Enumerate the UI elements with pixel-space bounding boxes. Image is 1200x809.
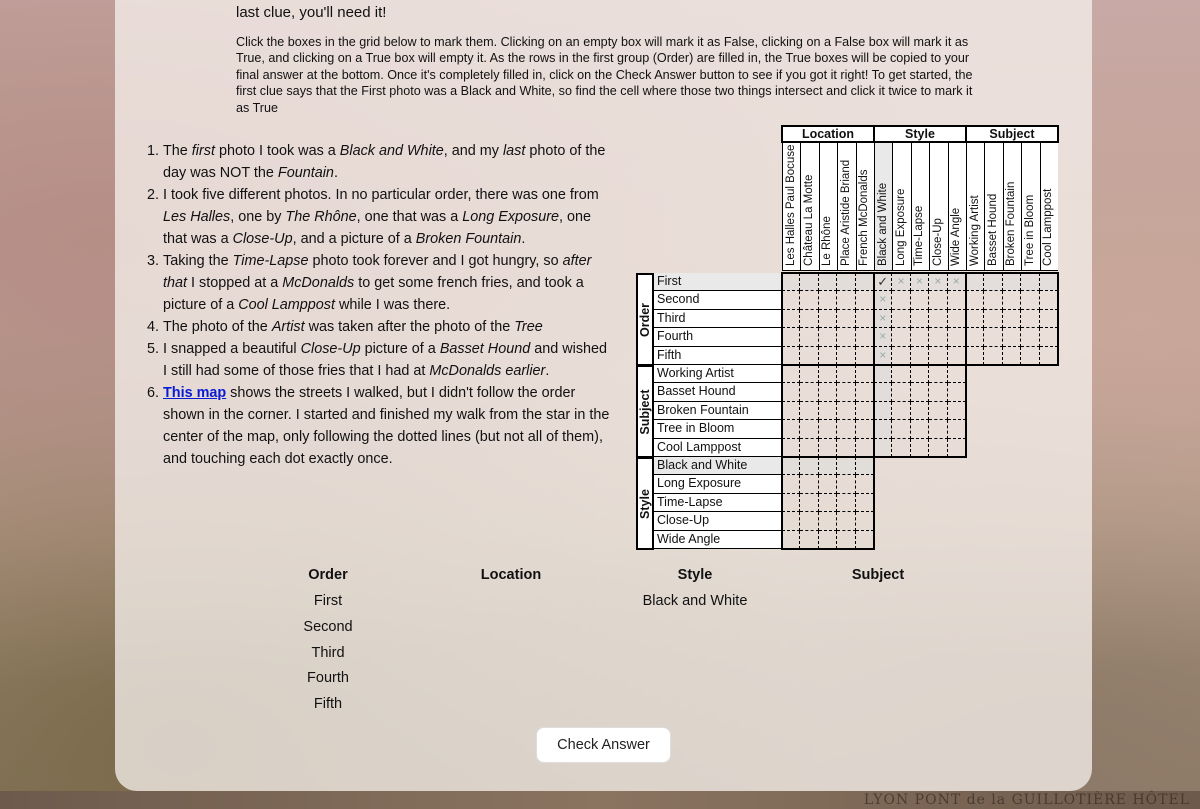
column-label: Close-Up [931,218,944,266]
clue-item [163,338,611,382]
column-label: French McDonalds [858,169,871,266]
clue-text: , one that was a [356,209,463,225]
clue-item [163,140,611,184]
column-header [856,143,874,271]
grid-cell[interactable]: × [911,273,929,291]
column-label: Le Rhône [821,216,834,266]
clue-text: , and a picture of a [292,231,416,247]
grid-cell[interactable]: × [874,347,892,365]
clue-text: Taking the [163,253,233,269]
row-header: Working Artist [654,365,782,383]
clue-text: to get some french fries, and took a picture of a [163,275,584,313]
clue-text: after that [163,253,592,291]
clue-list [141,140,611,470]
column-label: Les Halles Paul Bocuse [784,144,797,266]
check-answer-button[interactable]: Check Answer [536,727,671,763]
row-group-header [636,365,654,458]
column-header [966,143,984,271]
column-group-header: Subject [965,125,1059,143]
row-header: Black and White [654,457,782,475]
column-header [874,143,892,271]
answer-column-header: Order [308,567,348,583]
grid-cell[interactable]: ✓ [874,273,892,291]
row-header: Fourth [654,328,782,346]
clue-text: while I was there. [335,297,451,313]
column-label: Place Aristide Briand [839,159,852,266]
clue-text: photo of the day was NOT the [163,143,606,181]
column-header [984,143,1002,271]
clue-text: was taken after the photo of the [304,319,515,335]
postcard-caption-strip [0,791,1200,809]
column-header [1021,143,1039,271]
row-header: Wide Angle [654,531,782,549]
clue-item [163,316,611,338]
column-header [800,143,818,271]
answer-cell: Third [311,644,345,661]
clue-text: Close-Up [300,341,361,357]
clue-text: . [521,231,526,247]
row-group-label: Subject [638,388,652,435]
column-label: Basset Hound [987,193,1000,266]
map-link[interactable]: This map [163,385,227,401]
row-group-header [636,273,654,366]
clue-text: The Rhône [285,209,357,225]
clue-text: Long Exposure [462,209,560,225]
answer-column-header: Style [677,567,713,583]
row-header: Tree in Bloom [654,420,782,438]
answer-cell: Second [303,618,353,635]
grid-cell[interactable]: × [874,291,892,309]
clue-text: , and my [443,143,503,159]
column-header [837,143,855,271]
clue-text: Time-Lapse [232,253,309,269]
grid-cell[interactable]: × [929,273,947,291]
row-header: First [654,273,782,291]
column-header [911,143,929,271]
clue-text: Artist [271,319,305,335]
grid-block [781,456,875,550]
grid-block [873,272,967,366]
column-header [1003,143,1021,271]
answer-column-header: Subject [851,567,905,583]
row-header: Time-Lapse [654,494,782,512]
clue-text: first [191,143,215,159]
row-group-label: Order [638,302,652,337]
grid-block [781,272,875,366]
column-label: Black and White [876,182,889,266]
clue-text: The photo of the [163,319,272,335]
row-header: Broken Fountain [654,402,782,420]
row-group-header [636,457,654,550]
column-label: Broken Fountain [1005,181,1018,266]
clue-item [163,382,611,470]
column-header [929,143,947,271]
clue-text: Tree [514,319,543,335]
column-label: Long Exposure [895,188,908,266]
clue-text: picture of a [360,341,440,357]
row-header: Third [654,310,782,328]
grid-block [873,364,967,458]
clue-text: , one that was a [163,209,592,247]
clue-text: shows the streets I walked, but I didn't follow the order shown in the corner. I started and finished my walk from the star in the center of the map, only following the dotted lines (but not all of them), and touching each dot exactly once. [163,385,610,467]
column-header [892,143,910,271]
column-label: Working Artist [968,195,981,266]
column-header [782,143,800,271]
answer-cell: Fifth [313,696,343,713]
column-label: Tree in Bloom [1023,194,1036,266]
row-header: Cool Lamppost [654,439,782,457]
answer-cell: First [313,593,343,609]
clue-text: Broken Fountain [415,231,522,247]
postcard-caption: LYON PONT de la GUILLOTIÈRE HÔTEL [863,792,1190,808]
column-label: Wide Angle [950,207,963,266]
column-label: Time-Lapse [913,205,926,266]
column-group-header: Style [873,125,967,143]
clue-text: photo took forever and I got hungry, so [308,253,563,269]
answer-column-header: Location [480,567,542,583]
clue-text: McDonalds earlier [429,363,546,379]
column-header [819,143,837,271]
row-group-label: Style [638,488,652,519]
column-header [1040,143,1058,271]
clue-text: I stopped at a [187,275,283,291]
clue-text: Close-Up [232,231,293,247]
clue-text: and wished I still had some of those fries that I had at [163,341,608,379]
grid-block [781,364,875,458]
clue-text: last [502,143,526,159]
column-group-header: Location [781,125,875,143]
row-header: Second [654,291,782,309]
clue-item [163,250,611,316]
answer-cell: Black and White [642,593,748,609]
column-label: Cool Lamppost [1042,188,1055,266]
clue-item [163,184,611,250]
row-header: Long Exposure [654,475,782,493]
grid-block [965,272,1059,366]
clue-text: . [333,165,338,181]
grid-cell[interactable]: × [874,328,892,346]
clue-text: Fountain [277,165,334,181]
grid-cell[interactable]: × [874,310,892,328]
answer-cell: Fourth [307,670,349,687]
clue-text: Les Halles [163,209,231,225]
row-header: Fifth [654,347,782,365]
row-header: Basset Hound [654,383,782,401]
column-header [948,143,966,271]
clue-text: Black and White [339,143,444,159]
instructions-text: Click the boxes in the grid below to mark them. Clicking on an empty box will mark it as False, clicking on a False box will mark it as True, and clicking on a True box will empty it. As the rows in the first group (Order) are filled in, the True boxes will be copied to your final answer at the bottom. Once it's completely filled in, click on the Check Answer button to see if you got it right! To get started, the first clue says that the First photo was a Black and White, so find the cell where those two things intersect and click it twice to mark it as True [236,35,973,115]
grid-cell[interactable]: × [948,273,966,291]
clue-text: I took five different photos. In no particular order, there was one from [163,187,599,203]
column-label: Château La Motte [803,174,816,266]
clue-text: Basset Hound [439,341,531,357]
clue-text: Cool Lamppost [238,297,335,313]
clue-text: photo I took was a [214,143,340,159]
clue-text: . [545,363,550,379]
clue-text: The [163,143,192,159]
clue-text: I snapped a beautiful [163,341,301,357]
clue-text: , one by [230,209,286,225]
intro-text: last clue, you'll need it! [236,4,387,21]
row-header: Close-Up [654,512,782,530]
grid-cell[interactable]: × [892,273,910,291]
clue-text: McDonalds [282,275,355,291]
